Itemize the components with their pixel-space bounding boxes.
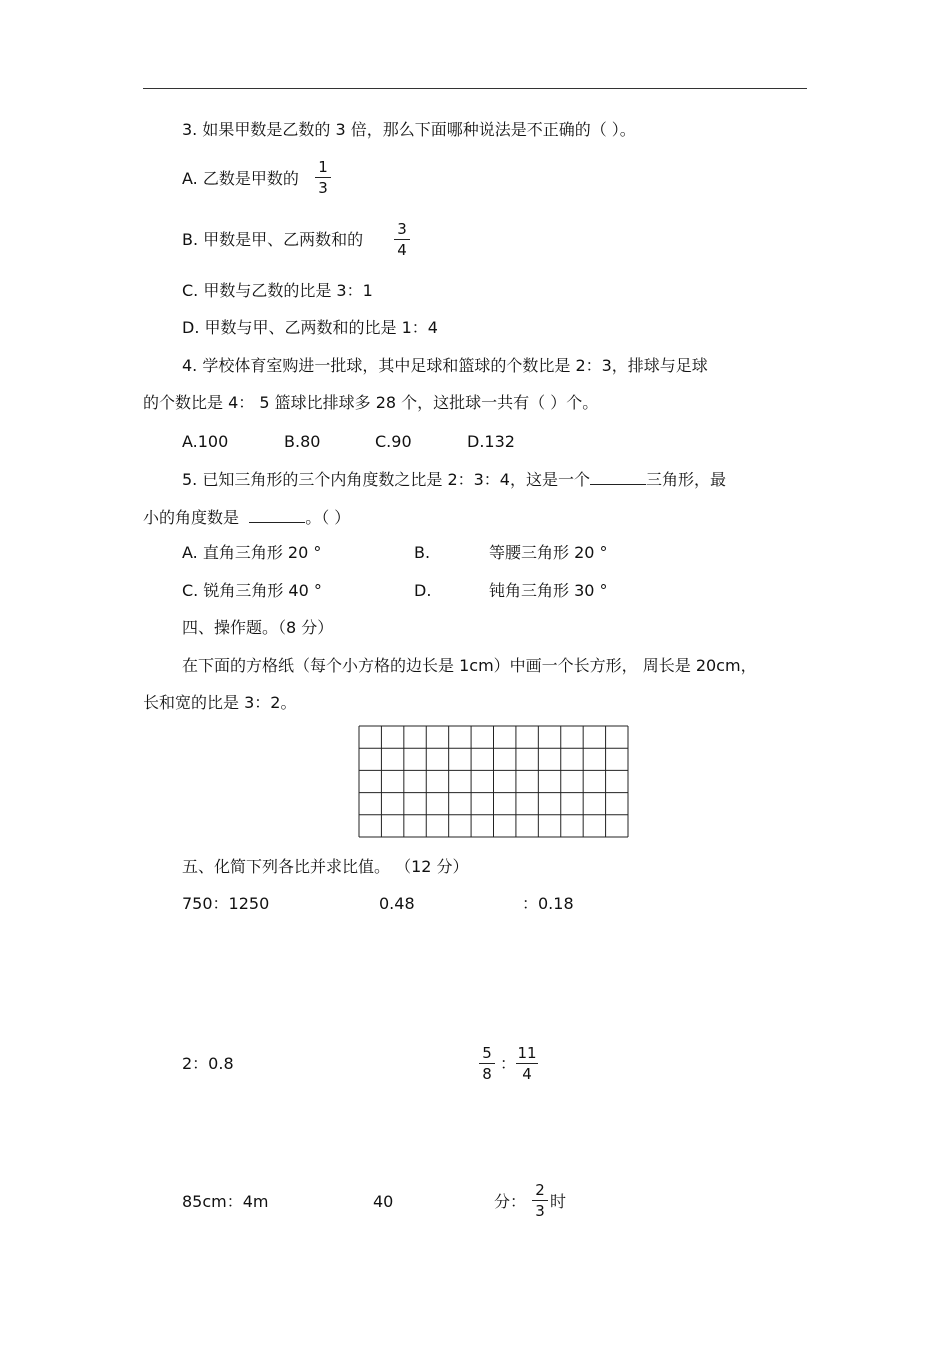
fraction-bar xyxy=(394,239,410,240)
ratio-3: 2：0.8 xyxy=(182,1054,234,1073)
fraction-bar xyxy=(479,1063,495,1064)
q5-option-d-label: D. xyxy=(414,581,432,600)
q5-line-1-end: 三角形，最 xyxy=(645,470,726,489)
ratio-4-fraction-1 xyxy=(479,1044,495,1083)
fraction-numerator: 11 xyxy=(517,1044,537,1062)
q3-option-b: B. 甲数是甲、乙两数和的 xyxy=(182,230,364,249)
q5-option-b-text: 等腰三角形 20 ° xyxy=(489,543,608,562)
ratio-2-right: ：0.18 xyxy=(522,894,574,913)
header-rule xyxy=(143,88,807,89)
fraction-numerator: 2 xyxy=(535,1181,545,1199)
section-5-heading: 五、化简下列各比并求比值。 （12 分） xyxy=(182,857,469,876)
section-4-line-1: 在下面的方格纸（每个小方格的边长是 1cm）中画一个长方形， 周长是 20cm， xyxy=(182,656,757,675)
q4-option-b: B.80 xyxy=(284,432,321,451)
answer-blank xyxy=(590,468,646,485)
q4-option-c: C.90 xyxy=(375,432,412,451)
q5-line-2-start: 小的角度数是 xyxy=(143,508,240,527)
fraction-bar xyxy=(532,1200,548,1201)
q5-option-c: C. 锐角三角形 40 ° xyxy=(182,581,322,600)
fraction-denominator: 4 xyxy=(397,241,407,259)
q4-line-1: 4. 学校体育室购进一批球，其中足球和篮球的个数比是 2：3，排球与足球 xyxy=(182,356,708,375)
q3-option-d: D. 甲数与甲、乙两数和的比是 1：4 xyxy=(182,318,438,337)
q3-option-a: A. 乙数是甲数的 xyxy=(182,169,299,188)
answer-blank xyxy=(249,506,305,523)
q5-line-2 xyxy=(143,506,350,528)
fraction-denominator: 3 xyxy=(535,1202,545,1220)
q5-line-2-end: 。（ ） xyxy=(305,508,351,527)
ratio-6-minutes: 40 xyxy=(373,1192,394,1211)
q4-line-2: 的个数比是 4： 5 篮球比排球多 28 个，这批球一共有（ ）个。 xyxy=(143,393,599,412)
q3-option-c: C. 甲数与乙数的比是 3：1 xyxy=(182,281,373,300)
fraction-denominator: 3 xyxy=(318,179,328,197)
ratio-6-unit-min: 分： xyxy=(494,1192,527,1211)
section-4-heading: 四、操作题。（8 分） xyxy=(182,618,334,637)
square-grid-paper xyxy=(358,725,629,838)
q5-option-b-label: B. xyxy=(414,543,431,562)
fraction-numerator: 3 xyxy=(397,220,407,238)
ratio-6-fraction xyxy=(532,1181,548,1220)
section-4-line-2: 长和宽的比是 3：2。 xyxy=(143,693,297,712)
ratio-1: 750：1250 xyxy=(182,894,270,913)
fraction-numerator: 5 xyxy=(482,1044,492,1062)
ratio-2-left: 0.48 xyxy=(379,894,415,913)
q5-line-1 xyxy=(182,468,726,490)
fraction-denominator: 8 xyxy=(482,1065,492,1083)
q4-option-a: A.100 xyxy=(182,432,229,451)
fraction-numerator: 1 xyxy=(318,158,328,176)
fraction-denominator: 4 xyxy=(522,1065,532,1083)
q5-option-a: A. 直角三角形 20 ° xyxy=(182,543,322,562)
q3-stem: 3. 如果甲数是乙数的 3 倍，那么下面哪种说法是不正确的（ ）。 xyxy=(182,120,636,139)
ratio-4-colon: ： xyxy=(500,1054,517,1073)
q5-line-1-start: 5. 已知三角形的三个内角度数之比是 2：3：4，这是一个 xyxy=(182,470,590,489)
fraction-bar xyxy=(315,177,331,178)
fraction-bar xyxy=(516,1063,538,1064)
q5-option-d-text: 钝角三角形 30 ° xyxy=(489,581,608,600)
ratio-4-fraction-2 xyxy=(516,1044,538,1083)
ratio-6-unit-hour: 时 xyxy=(550,1192,567,1211)
q4-option-d: D.132 xyxy=(467,432,515,451)
q3-option-a-fraction xyxy=(315,158,331,197)
q3-option-b-fraction xyxy=(394,220,410,259)
ratio-5: 85cm：4m xyxy=(182,1192,269,1211)
